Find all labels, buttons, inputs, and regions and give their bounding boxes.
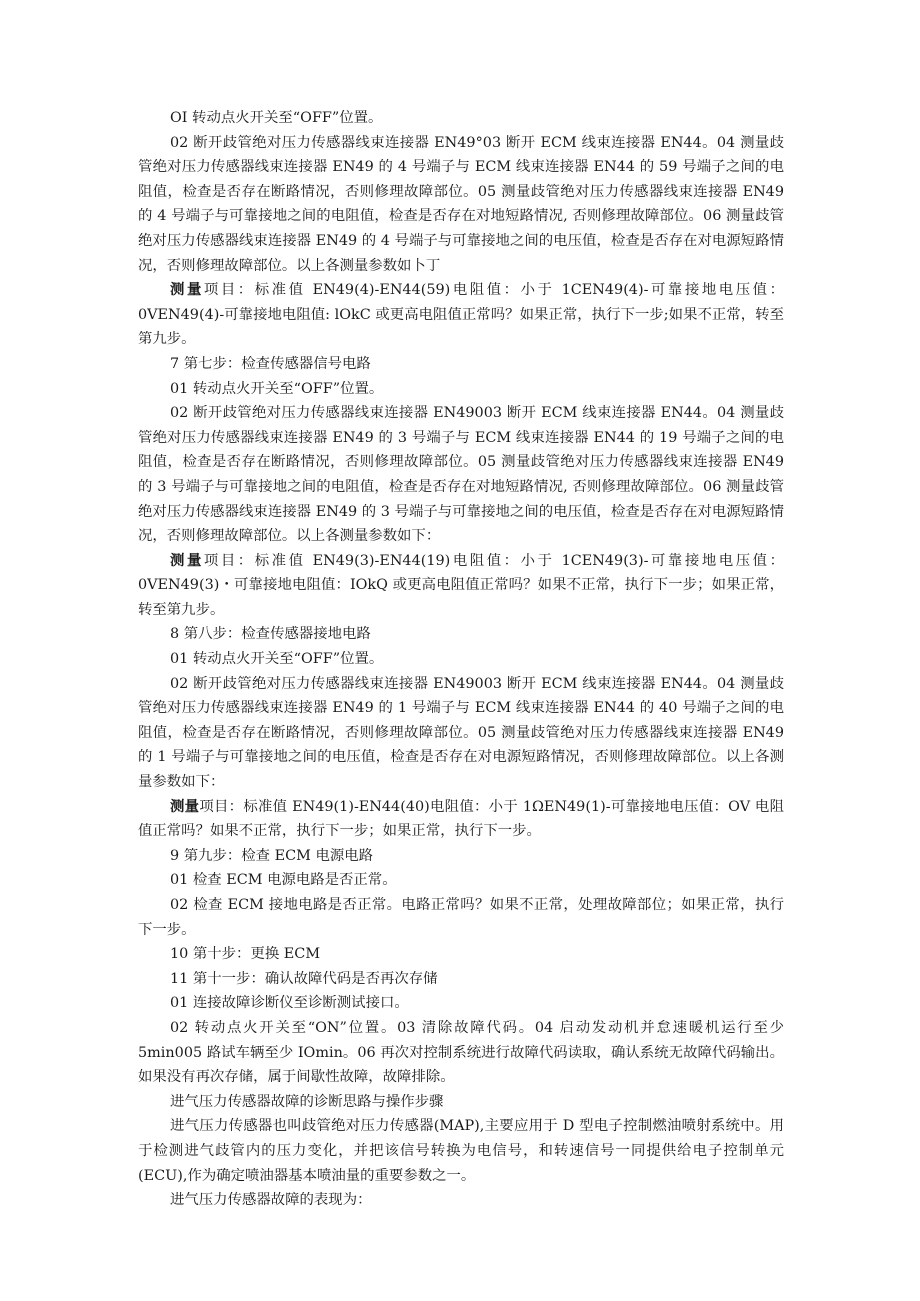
paragraph: 02 断开歧管绝对压力传感器线束连接器 EN49003 断开 ECM 线束连接器 EN44。04 测量歧管绝对压力传感器线束连接器 EN49 的 1 号端子与 ECM 线束连接器 EN44 的 40 号端子之间的电阻值，检查是否存在断路情况，否则修理故障部位。05 测量歧管绝对压力传感器线束连接器 EN49 的 1 号端子与可靠接地之间的电压值，检查是否存在对电源短路情况，否则修理故障部位。以上各测量参数如下： bbox=[138, 675, 784, 791]
section-heading: 进气压力传感器故障的诊断思路与操作步骤 bbox=[170, 1093, 444, 1110]
measurement-paragraph: 测量项目：标准值 EN49(4)-EN44(59)电阻值：小于 1CEN49(4)-可靠接地电压值：0VEN49(4)-可靠接地电阻值: lOkC 或更高电阻值正常吗？如果正常，执行下一步;如果不正常，转至第九步。 bbox=[138, 281, 784, 348]
step-heading: 8 第八步：检查传感器接地电路 bbox=[170, 626, 371, 643]
paragraph: 02 断开歧管绝对压力传感器线束连接器 EN49°03 断开 ECM 线束连接器 EN44。04 测量歧管绝对压力传感器线束连接器 EN49 的 4 号端子与 ECM 线束连接器 EN44 的 59 号端子之间的电阻值，检查是否存在断路情况，否则修理故障部位。05 测量歧管绝对压力传感器线束连接器 EN49 的 4 号端子与可靠接地之间的电阻值，检查是否存在对地短路情况, 否则修理故障部位。06 测量歧管绝对压力传感器线束连接器 EN49 的 4 号端子与可靠接地之间的电压值，检查是否存在对电源短路情况，否则修理故障部位。以上各测量参数如卜丁 bbox=[138, 134, 784, 274]
paragraph: 01 转动点火开关至“OFF”位置。 bbox=[170, 380, 384, 397]
paragraph: 02 断开歧管绝对压力传感器线束连接器 EN49003 断开 ECM 线束连接器 EN44。04 测量歧管绝对压力传感器线束连接器 EN49 的 3 号端子与 ECM 线束连接器 EN44 的 19 号端子之间的电阻值，检查是否存在断路情况，否则修理故障部位。05 测量歧管绝对压力传感器线束连接器 EN49 的 3 号端子与可靠接地之间的电阻值，检查是否存在对地短路情况, 否则修理故障部位。06 测量歧管绝对压力传感器线束连接器 EN49 的 3 号端子与可靠接地之间的电压值，检查是否存在对电源短路情况，否则修理故障部位。以上各测量参数如下： bbox=[138, 405, 784, 545]
step-heading: 11 第十一步：确认故障代码是否再次存储 bbox=[170, 970, 438, 987]
step-heading: 7 第七步：检查传感器信号电路 bbox=[170, 355, 371, 372]
paragraph: 02 转动点火开关至“ON”位置。03 清除故障代码。04 启动发动机并怠速暖机运行至少 5min005 路试车辆至少 IOmin。06 再次对控制系统进行故障代码读取，确认系统无故障代码输出。如果没有再次存储，属于间歇性故障，故障排除。 bbox=[138, 1019, 784, 1086]
paragraph: 01 转动点火开关至“OFF”位置。 bbox=[170, 651, 384, 668]
paragraph: 进气压力传感器也叫歧管绝对压力传感器(MAP),主要应用于 D 型电子控制燃油喷射系统中。用于检测进气歧管内的压力变化，并把该信号转换为电信号，和转速信号一同提供给电子控制单元(ECU),作为确定喷油器基本喷油量的重要参数之一。 bbox=[138, 1118, 784, 1184]
paragraph: 01 连接故障诊断仪至诊断测试接口。 bbox=[170, 995, 409, 1012]
measurement-label: 测量 bbox=[170, 797, 200, 815]
paragraph: 01 检查 ECM 电源电路是否正常。 bbox=[170, 872, 397, 889]
measurement-paragraph: 测量项目：标准值 EN49(1)-EN44(40)电阻值：小于 1ΩEN49(1)-可靠接地电压值：OV 电阻值正常吗？如果不正常，执行下一步；如果正常，执行下一步。 bbox=[138, 797, 784, 840]
measurement-paragraph: 测量项目：标准值 EN49(3)-EN44(19)电阻值：小于 1CEN49(3)-可靠接地电压值：0VEN49(3)・可靠接地电阻值：IOkQ 或更高电阻值正常吗？如果不正常，执行下一步；如果正常，转至第九步。 bbox=[138, 551, 784, 618]
paragraph: 02 检查 ECM 接地电路是否正常。电路正常吗？如果不正常，处理故障部位；如果正常，执行下一步。 bbox=[138, 897, 784, 938]
measurement-label: 测量 bbox=[170, 551, 204, 569]
step-heading: 10 第十步：更换 ECM bbox=[170, 946, 321, 963]
step-heading: 9 第九步：检查 ECM 电源电路 bbox=[170, 847, 374, 864]
paragraph: OI 转动点火开关至“OFF”位置。 bbox=[170, 110, 383, 126]
measurement-label: 测量 bbox=[170, 281, 204, 299]
paragraph: 进气压力传感器故障的表现为： bbox=[170, 1192, 372, 1209]
document-body bbox=[138, 106, 784, 1213]
